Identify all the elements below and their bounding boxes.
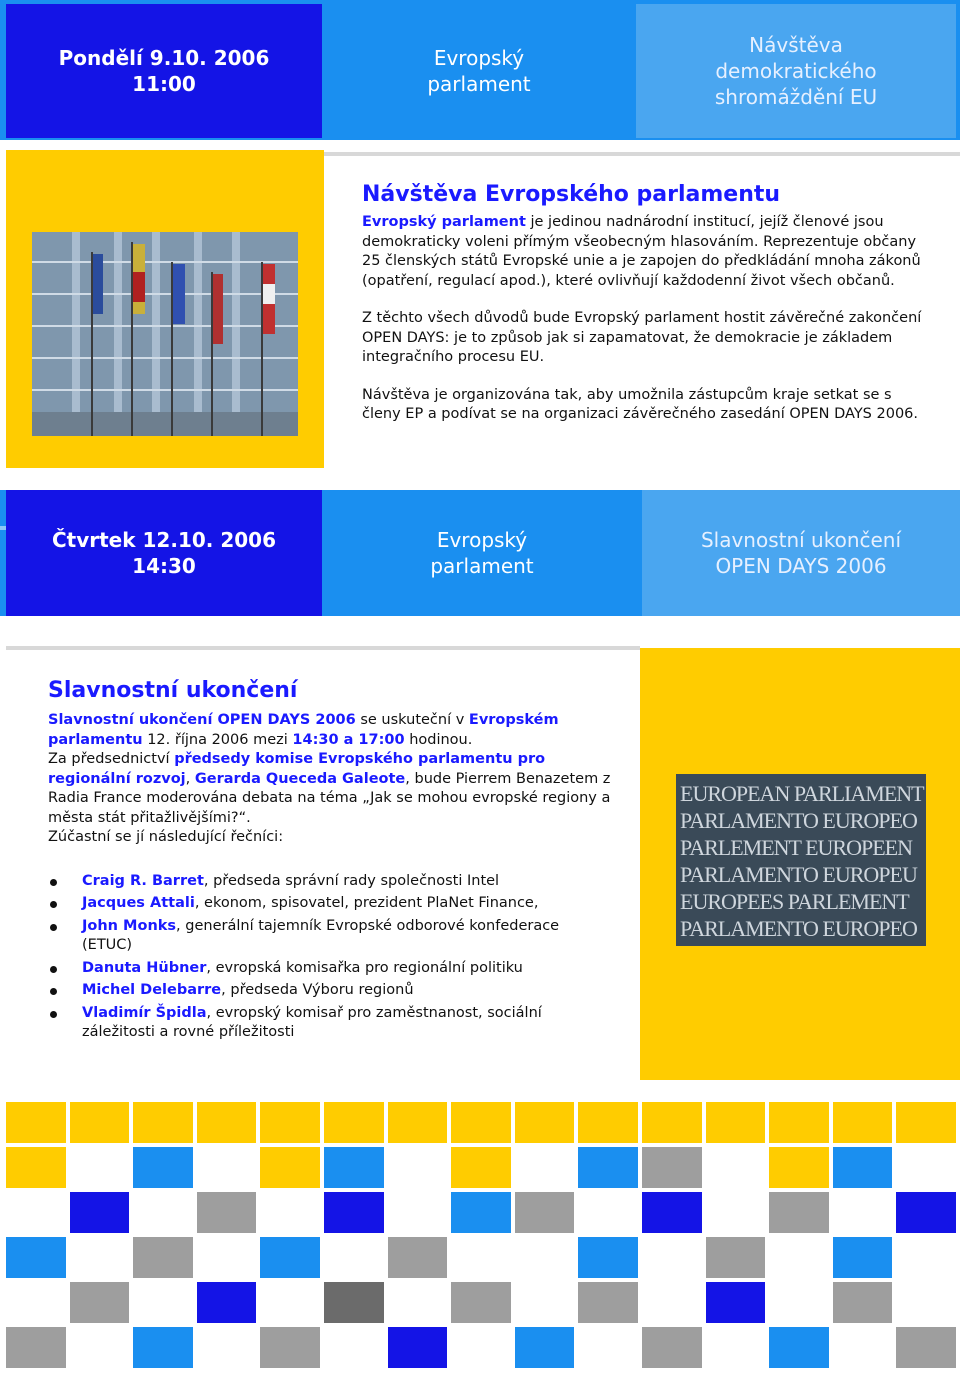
list-item <box>48 872 588 892</box>
mosaic-tile <box>388 1237 448 1278</box>
mosaic-tile <box>515 1327 575 1368</box>
mosaic-tile <box>260 1237 320 1278</box>
event2-date-cell <box>6 490 322 616</box>
mosaic-tile <box>260 1327 320 1368</box>
mosaic-tile <box>324 1147 384 1188</box>
mosaic-tile <box>769 1192 829 1233</box>
speaker-name: Jacques Attali <box>82 895 195 911</box>
mosaic-tile <box>197 1192 257 1233</box>
event1-place-cell <box>322 4 636 138</box>
mosaic-tile <box>578 1102 638 1143</box>
mosaic-tile <box>70 1192 130 1233</box>
s2-p2-d: Gerarda Queceda Galeote <box>194 770 406 787</box>
mosaic-tile <box>70 1102 130 1143</box>
section2-content <box>48 678 618 1046</box>
sign-line-2: PARLAMENTO EUROPEO <box>680 808 917 833</box>
mosaic-tile <box>578 1147 638 1188</box>
mosaic-tile <box>769 1102 829 1143</box>
mosaic-tile <box>769 1327 829 1368</box>
event2-title: Slavnostní ukončení OPEN DAYS 2006 <box>700 528 902 578</box>
mosaic-tile <box>260 1147 320 1188</box>
event1-date-cell <box>6 4 322 138</box>
speaker-list <box>48 872 588 1043</box>
mosaic-tile <box>451 1102 511 1143</box>
list-item <box>48 917 588 956</box>
sign-line-5: EUROPEES PARLEMENT <box>680 889 909 914</box>
s2-l1-c: Evropském parlamentu <box>48 712 559 748</box>
ep-building-illustration <box>32 232 298 436</box>
section1-p1-rest: je jedinou nadnárodní institucí, jejíž členové jsou demokraticky voleni přímým všeobecným hlasováním. Reprezentuje občany 25 členských států Evropské unie a je zapojen do předkládání mnoha zákonů (opatření, regulací apod.), které ovlivňují každodenní život všech občanů. <box>362 214 921 289</box>
section2-paragraph-2 <box>48 750 618 828</box>
event1-title: Návštěva demokratického shromáždění EU <box>714 33 878 109</box>
speaker-role: , evropská komisařka pro regionální politiku <box>206 959 523 976</box>
list-item <box>48 959 588 979</box>
section1-paragraph-3: Návštěva je organizována tak, aby umožnila zástupcům kraje setkat se s členy EP a podívat se na organizaci závěrečného zasedání OPEN DAYS 2006. <box>362 386 919 422</box>
mosaic-tile <box>388 1327 448 1368</box>
speaker-name: Michel Delebarre <box>82 982 222 998</box>
sign-line-1: EUROPEAN PARLIAMENT <box>680 781 924 806</box>
mosaic-tile <box>388 1102 448 1143</box>
section2-paragraph-1 <box>48 711 618 750</box>
speaker-name: Vladimír Špidla <box>82 1004 207 1021</box>
mosaic-tile <box>578 1282 638 1323</box>
mosaic-tile <box>197 1102 257 1143</box>
mosaic-tile <box>896 1327 956 1368</box>
mosaic-tile <box>642 1327 702 1368</box>
mosaic-tile <box>642 1192 702 1233</box>
sign-line-4: PARLAMENTO EUROPEU <box>680 862 917 887</box>
s2-l1-f: hodinou. <box>404 731 473 748</box>
mosaic-tile <box>324 1282 384 1323</box>
speaker-role: , ekonom, spisovatel, prezident PlaNet Finance, <box>194 895 539 911</box>
event2-date: Čtvrtek 12.10. 2006 14:30 <box>51 528 276 578</box>
section2-paragraph-3: Zúčastní se jí následující řečníci: <box>48 829 284 845</box>
s2-p2-b: předsedy komise Evropského parlamentu pro regionální rozvoj <box>48 751 546 787</box>
mosaic-tile <box>833 1282 893 1323</box>
mosaic-tile <box>6 1147 66 1188</box>
mosaic-tile <box>896 1192 956 1233</box>
s2-l1-e: 14:30 a 17:00 <box>292 731 405 748</box>
section1-paragraph-2: Z těchto všech důvodů bude Evropský parlament hostit závěrečné zakončení OPEN DAYS: je to způsob jak si zapamatovat, že demokracie je základem integračního procesu EU. <box>362 310 922 365</box>
mosaic-tile <box>6 1102 66 1143</box>
event1-date: Pondělí 9.10. 2006 11:00 <box>58 46 270 96</box>
mosaic-tile <box>6 1237 66 1278</box>
mosaic-tile <box>896 1102 956 1143</box>
mosaic-tile <box>451 1282 511 1323</box>
mosaic-tile <box>706 1102 766 1143</box>
speaker-role: , evropský komisař pro zaměstnanost, sociální záležitosti a rovné příležitosti <box>82 1004 542 1040</box>
ep-building-photo <box>32 232 298 436</box>
section1-gray-strip <box>324 152 960 156</box>
s2-p2-c: , <box>185 770 195 787</box>
event2-place-cell <box>322 490 642 616</box>
mosaic-tile <box>515 1192 575 1233</box>
mosaic-tile <box>133 1237 193 1278</box>
mosaic-tile <box>642 1147 702 1188</box>
list-item <box>48 981 588 1001</box>
section1-heading: Návštěva Evropského parlamentu <box>362 182 781 207</box>
mosaic-tile <box>515 1102 575 1143</box>
mosaic-tile <box>706 1282 766 1323</box>
mosaic-tile <box>769 1147 829 1188</box>
speaker-role: , předseda Výboru regionů <box>221 982 414 998</box>
section1-p1-lead: Evropský parlament <box>362 214 526 230</box>
mosaic-tile <box>197 1282 257 1323</box>
section1-paragraph-1 <box>362 213 932 291</box>
mosaic-tile <box>642 1102 702 1143</box>
s2-l1-a: Slavnostní ukončení OPEN DAYS 2006 <box>48 712 356 728</box>
speaker-role: , generální tajemník Evropské odborové konfederace (ETUC) <box>82 917 560 953</box>
event2-title-cell <box>642 490 960 616</box>
mosaic-tile <box>6 1327 66 1368</box>
sign-line-3: PARLEMENT EUROPEEN <box>680 835 912 860</box>
s2-p2-a: Za předsednictví <box>48 751 175 767</box>
speaker-role: , předseda správní rady společnosti Intel <box>203 872 500 889</box>
mosaic-footer <box>6 1102 960 1372</box>
mosaic-tile <box>578 1237 638 1278</box>
event1-title-cell <box>636 4 956 138</box>
mosaic-tile <box>324 1102 384 1143</box>
mosaic-tile <box>451 1192 511 1233</box>
list-item <box>48 894 588 914</box>
section1-content <box>362 182 932 425</box>
sign-line-6: PARLAMENTO EUROPEO <box>680 916 917 941</box>
s2-l1-b: se uskuteční v <box>355 712 469 728</box>
section2-gray-strip <box>6 646 640 650</box>
mosaic-tile <box>70 1282 130 1323</box>
mosaic-tile <box>833 1147 893 1188</box>
event2-place: Evropský parlament <box>430 528 534 578</box>
list-item <box>48 1004 588 1043</box>
mosaic-tile <box>133 1102 193 1143</box>
mosaic-tile <box>133 1327 193 1368</box>
event1-place: Evropský parlament <box>427 46 531 96</box>
mosaic-tile <box>324 1192 384 1233</box>
s2-p2-e: , bude Pierrem Benazetem z Radia France moderována debata na téma „Jak se mohou evropské regiony a města stát přitažlivějšími?“. <box>48 770 611 826</box>
mosaic-tile <box>133 1147 193 1188</box>
mosaic-tile <box>706 1237 766 1278</box>
mosaic-tile <box>833 1102 893 1143</box>
mosaic-tile <box>833 1237 893 1278</box>
section2-heading: Slavnostní ukončení <box>48 678 298 703</box>
mosaic-tile <box>260 1102 320 1143</box>
ep-sign-photo <box>676 774 926 946</box>
speaker-name: Danuta Hübner <box>82 959 207 976</box>
s2-l1-d: 12. října 2006 mezi <box>142 731 293 748</box>
speaker-name: Craig R. Barret <box>82 872 204 889</box>
speaker-name: John Monks <box>82 917 177 934</box>
mosaic-tile <box>451 1147 511 1188</box>
